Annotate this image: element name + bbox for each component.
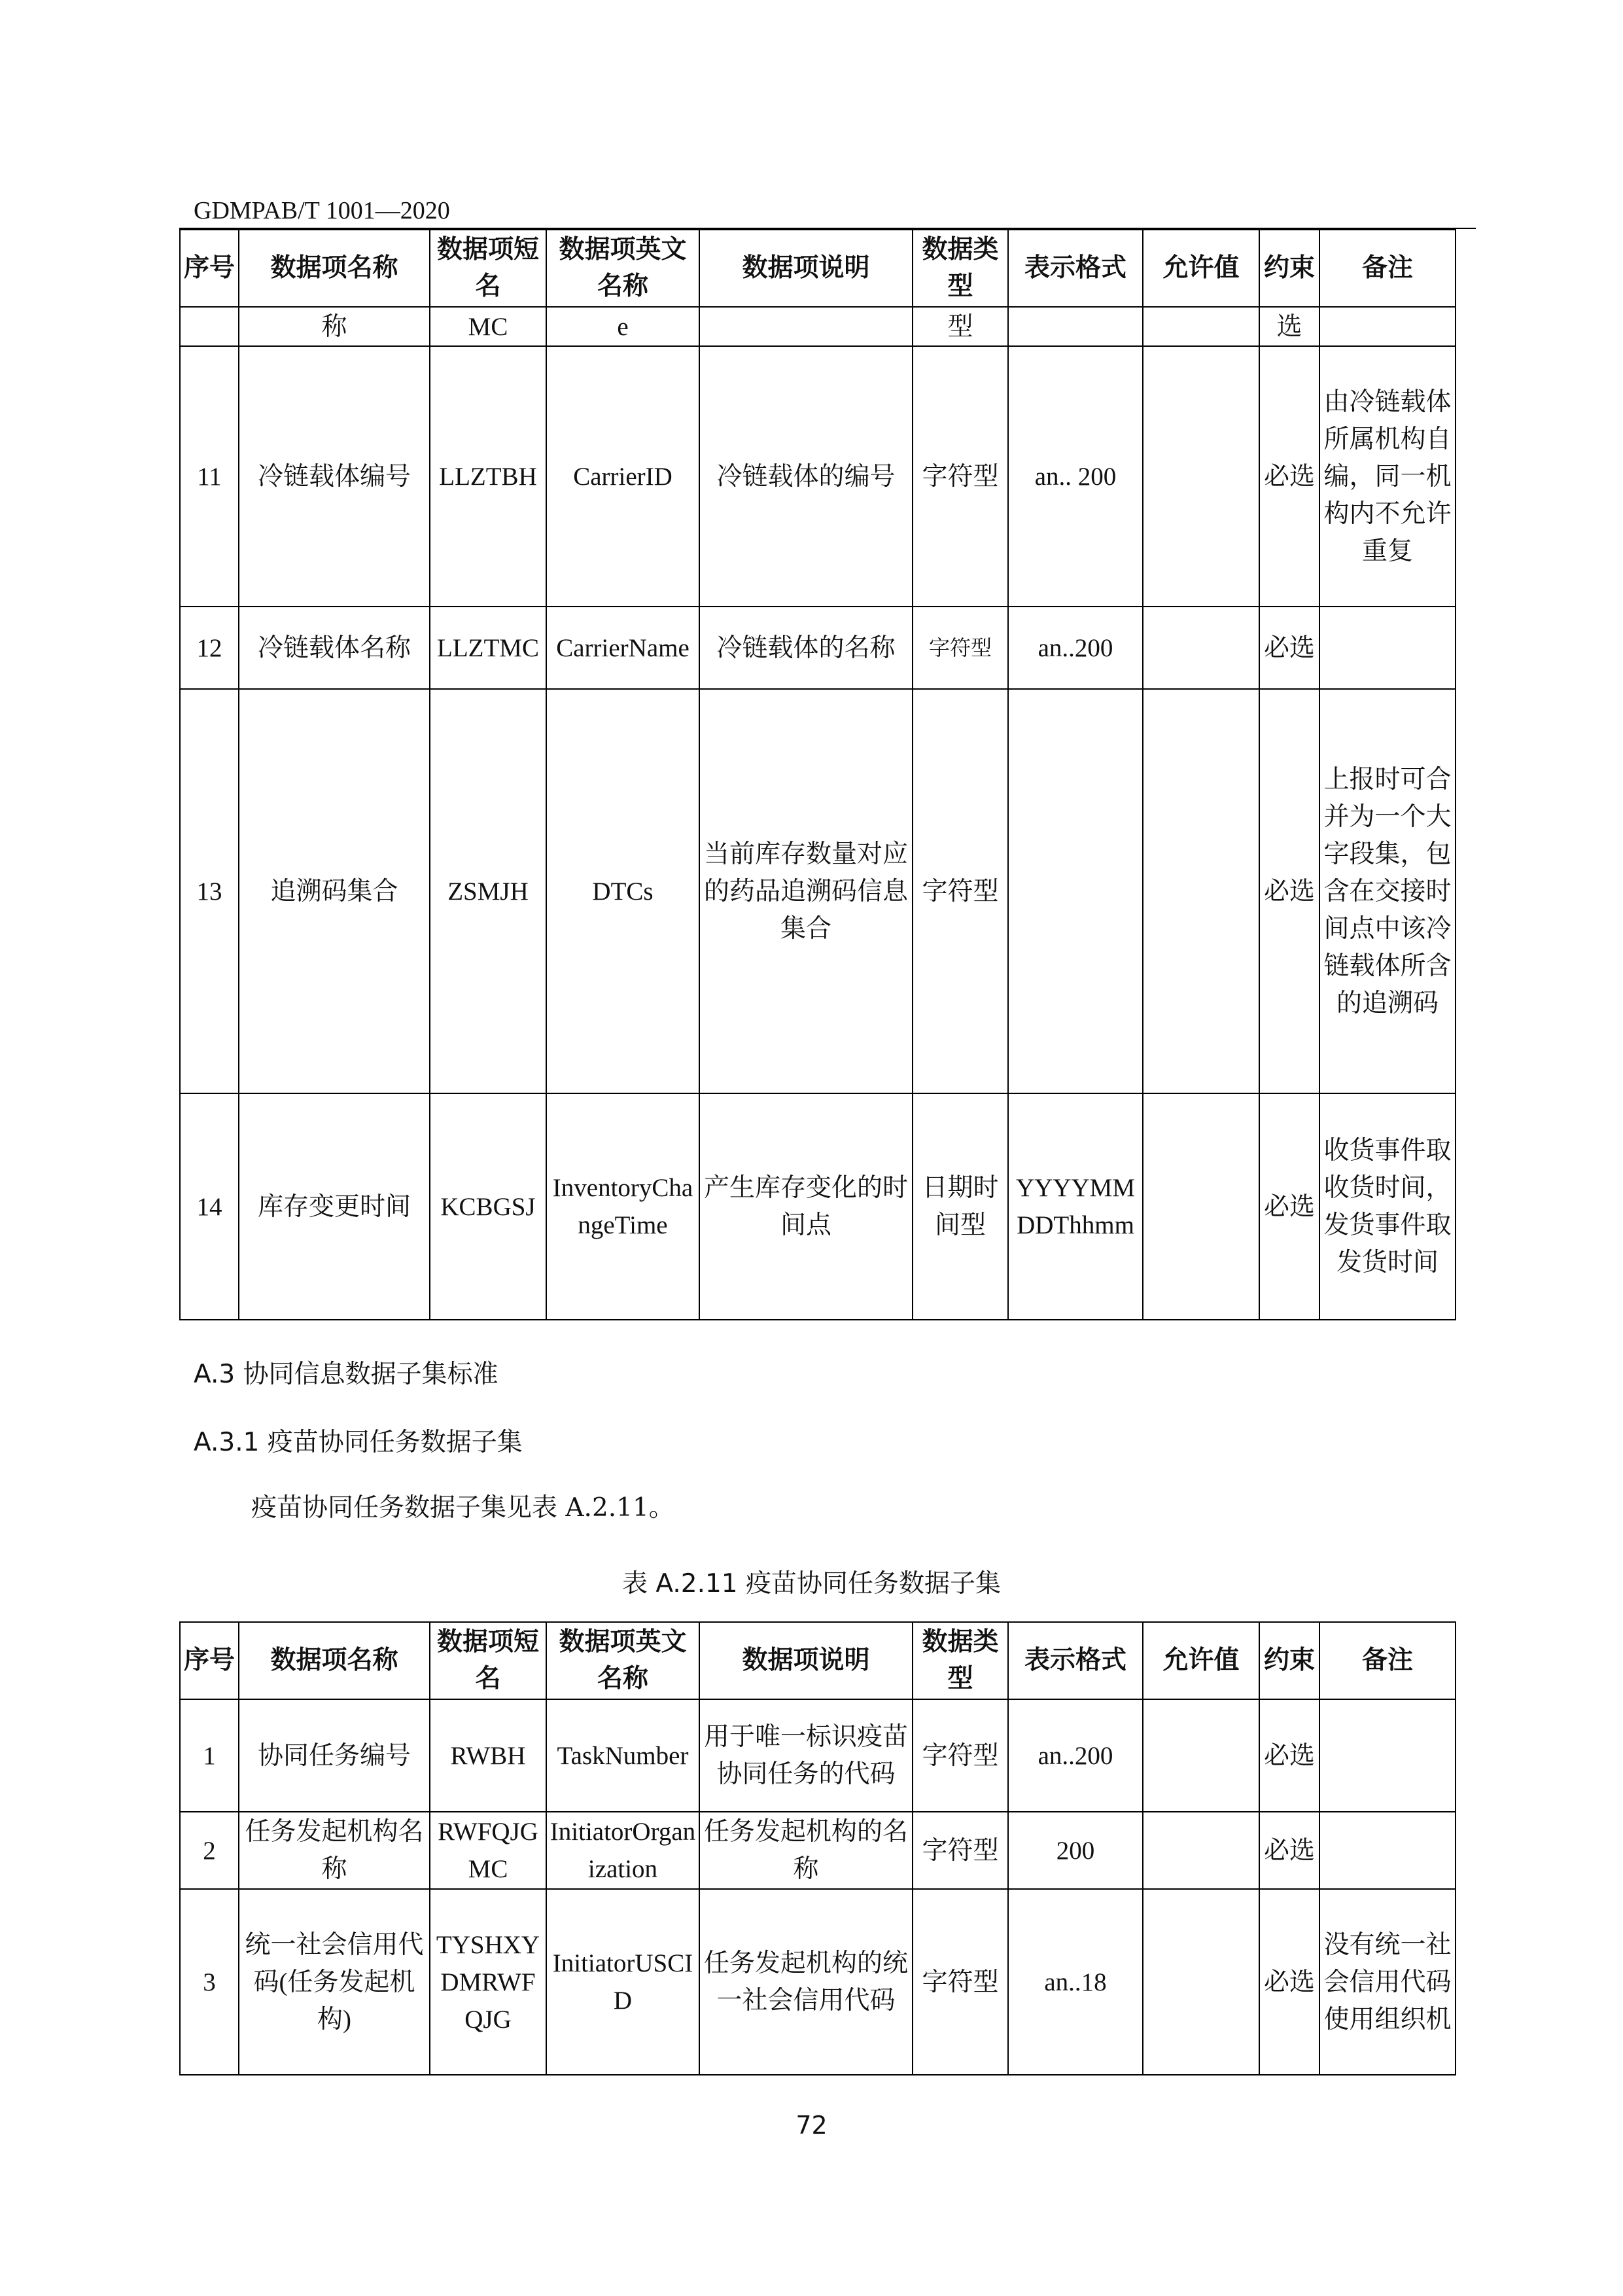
col-header-data-type: 数据类型 [913, 1622, 1008, 1699]
cell: TYSHXYDMRWFQJG [430, 1889, 546, 2075]
cell: 冷链载体编号 [239, 346, 430, 607]
cell: YYYYMMDDThhmm [1008, 1093, 1143, 1320]
table-row [180, 1093, 1456, 1320]
cell [1143, 1889, 1259, 2075]
cell: 任务发起机构名称 [239, 1812, 430, 1889]
cell: 字符型 [913, 689, 1008, 1093]
cell: 字符型 [913, 1889, 1008, 2075]
cell: LLZTMC [430, 607, 546, 689]
cell: CarrierName [546, 607, 699, 689]
col-header-remarks: 备注 [1319, 230, 1456, 307]
col-header-data-type: 数据类型 [913, 230, 1008, 307]
cell: 选 [1259, 307, 1319, 346]
cell: 必选 [1259, 607, 1319, 689]
cell: 库存变更时间 [239, 1093, 430, 1320]
cell: 产生库存变化的时间点 [699, 1093, 913, 1320]
cell: 统一社会信用代码(任务发起机构) [239, 1889, 430, 2075]
cell: 3 [180, 1889, 239, 2075]
table-row [180, 1889, 1456, 2075]
cell: 字符型 [913, 346, 1008, 607]
cell: 上报时可合并为一个大字段集，包含在交接时间点中该冷链载体所含的追溯码 [1319, 689, 1456, 1093]
cell: 称 [239, 307, 430, 346]
cell: an..200 [1008, 1699, 1143, 1812]
cell: MC [430, 307, 546, 346]
cell: 型 [913, 307, 1008, 346]
cell: CarrierID [546, 346, 699, 607]
cell [1143, 1699, 1259, 1812]
cell: InitiatorOrganization [546, 1812, 699, 1889]
cell: 2 [180, 1812, 239, 1889]
cell: TaskNumber [546, 1699, 699, 1812]
col-header-allowed: 允许值 [1143, 1622, 1259, 1699]
table-row [180, 607, 1456, 689]
cell: 当前库存数量对应的药品追溯码信息集合 [699, 689, 913, 1093]
cell [1008, 689, 1143, 1093]
col-header-description: 数据项说明 [699, 230, 913, 307]
cell [699, 307, 913, 346]
cell: 任务发起机构的统一社会信用代码 [699, 1889, 913, 2075]
cell: RWFQJGMC [430, 1812, 546, 1889]
cell: 字符型 [913, 1699, 1008, 1812]
table-row [180, 689, 1456, 1093]
col-header-remarks: 备注 [1319, 1622, 1456, 1699]
col-header-short-name: 数据项短名 [430, 230, 546, 307]
cell [1143, 307, 1259, 346]
cell: DTCs [546, 689, 699, 1093]
col-header-seq: 序号 [180, 230, 239, 307]
data-table-a2-11 [179, 1621, 1456, 2075]
standard-code: GDMPAB/T 1001—2020 [194, 197, 450, 224]
cell [1143, 689, 1259, 1093]
cell: an.. 200 [1008, 346, 1143, 607]
cell: 没有统一社会信用代码使用组织机 [1319, 1889, 1456, 2075]
cell: 冷链载体的编号 [699, 346, 913, 607]
cell [180, 307, 239, 346]
cell: 13 [180, 689, 239, 1093]
cell: LLZTBH [430, 346, 546, 607]
cell: 用于唯一标识疫苗协同任务的代码 [699, 1699, 913, 1812]
cell: 必选 [1259, 1699, 1319, 1812]
table-header-row [180, 1622, 1456, 1699]
cell: 必选 [1259, 1093, 1319, 1320]
table-row [180, 1699, 1456, 1812]
cell: an..200 [1008, 607, 1143, 689]
cell: 追溯码集合 [239, 689, 430, 1093]
cell: 必选 [1259, 1812, 1319, 1889]
cell: 字符型 [913, 1812, 1008, 1889]
section-heading-a3: A.3 协同信息数据子集标准 [194, 1360, 498, 1389]
col-header-english-name: 数据项英文名称 [546, 230, 699, 307]
cell: ZSMJH [430, 689, 546, 1093]
cell [1319, 1812, 1456, 1889]
cell: 1 [180, 1699, 239, 1812]
cell: 冷链载体名称 [239, 607, 430, 689]
col-header-format: 表示格式 [1008, 230, 1143, 307]
cell [1319, 607, 1456, 689]
col-header-format: 表示格式 [1008, 1622, 1143, 1699]
cell: 必选 [1259, 1889, 1319, 2075]
cell [1143, 607, 1259, 689]
cell: RWBH [430, 1699, 546, 1812]
cell: 必选 [1259, 346, 1319, 607]
cell: 12 [180, 607, 239, 689]
cell: 11 [180, 346, 239, 607]
cell: 200 [1008, 1812, 1143, 1889]
col-header-description: 数据项说明 [699, 1622, 913, 1699]
cell [1319, 307, 1456, 346]
table-header-row [180, 230, 1456, 307]
section-heading-a31: A.3.1 疫苗协同任务数据子集 [194, 1428, 523, 1457]
cell: 必选 [1259, 689, 1319, 1093]
col-header-allowed: 允许值 [1143, 230, 1259, 307]
col-header-constraint: 约束 [1259, 230, 1319, 307]
table-caption: 表 A.2.11 疫苗协同任务数据子集 [621, 1569, 1002, 1598]
cell: 协同任务编号 [239, 1699, 430, 1812]
body-paragraph: 疫苗协同任务数据子集见表 A.2.11。 [251, 1493, 674, 1523]
cell [1008, 307, 1143, 346]
cell: 冷链载体的名称 [699, 607, 913, 689]
cell [1143, 1812, 1259, 1889]
data-table-continued [179, 229, 1456, 1320]
col-header-english-name: 数据项英文名称 [546, 1622, 699, 1699]
cell [1143, 1093, 1259, 1320]
table-row-continuation [180, 307, 1456, 346]
cell: 收货事件取收货时间，发货事件取发货时间 [1319, 1093, 1456, 1320]
cell: 日期时间型 [913, 1093, 1008, 1320]
cell: InitiatorUSCID [546, 1889, 699, 2075]
col-header-short-name: 数据项短名 [430, 1622, 546, 1699]
table-row [180, 1812, 1456, 1889]
page-number: 72 [795, 2111, 828, 2140]
table-row [180, 346, 1456, 607]
cell: 任务发起机构的名称 [699, 1812, 913, 1889]
cell: 14 [180, 1093, 239, 1320]
cell: e [546, 307, 699, 346]
col-header-name: 数据项名称 [239, 1622, 430, 1699]
col-header-constraint: 约束 [1259, 1622, 1319, 1699]
cell: InventoryChangeTime [546, 1093, 699, 1320]
cell: an..18 [1008, 1889, 1143, 2075]
col-header-seq: 序号 [180, 1622, 239, 1699]
cell: 字符型 [913, 607, 1008, 689]
cell: 由冷链载体所属机构自编，同一机构内不允许重复 [1319, 346, 1456, 607]
cell [1319, 1699, 1456, 1812]
col-header-name: 数据项名称 [239, 230, 430, 307]
cell: KCBGSJ [430, 1093, 546, 1320]
cell [1143, 346, 1259, 607]
